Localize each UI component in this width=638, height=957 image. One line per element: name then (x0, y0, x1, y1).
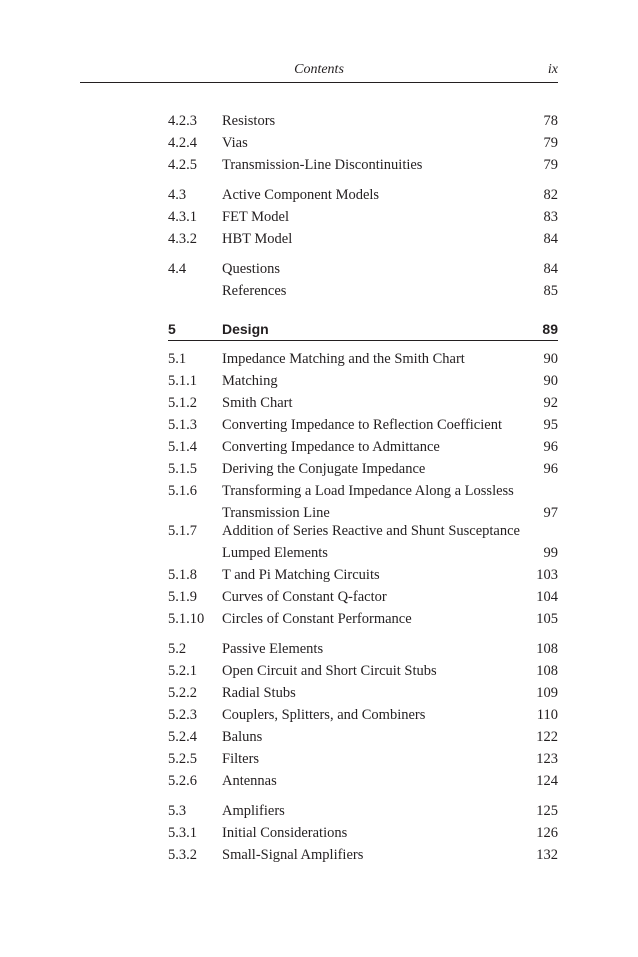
entry-page: 78 (543, 113, 558, 129)
toc-entry (168, 110, 558, 132)
entry-number: 5.2.2 (168, 685, 197, 701)
entry-number: 4.2.4 (168, 135, 197, 151)
toc-entry (168, 770, 558, 792)
entry-page: 92 (543, 395, 558, 411)
toc-entry (168, 704, 558, 726)
entry-title: T and Pi Matching Circuits (222, 567, 380, 583)
toc-entry (168, 844, 558, 866)
entry-number: 5.1.2 (168, 395, 197, 411)
entry-page: 110 (536, 707, 558, 723)
entry-title: Active Component Models (222, 187, 380, 203)
chapter-title: Design (222, 321, 269, 337)
entry-title: Curves of Constant Q-factor (222, 589, 387, 605)
toc-entry (168, 348, 558, 370)
entry-title: Addition of Series Reactive and Shunt Susceptance (222, 523, 520, 539)
entry-page: 99 (543, 545, 558, 561)
entry-page: 108 (536, 663, 558, 679)
toc-entry (168, 206, 558, 228)
toc-entry (168, 586, 558, 608)
entry-title: Resistors (222, 113, 276, 129)
entry-title: Couplers, Splitters, and Combiners (222, 707, 426, 723)
toc-entry (168, 370, 558, 392)
entry-title: Passive Elements (222, 641, 324, 657)
toc-entry (168, 520, 558, 564)
entry-page: 90 (543, 351, 558, 367)
entry-title: Circles of Constant Performance (222, 611, 412, 627)
toc-entry (168, 436, 558, 458)
toc-entry (168, 154, 558, 176)
entry-page: 90 (543, 373, 558, 389)
entry-title: Transforming a Load Impedance Along a Lossless (222, 483, 514, 499)
entry-title-continued: Transmission Line (222, 505, 330, 521)
entry-page: 85 (543, 283, 558, 299)
entry-title: Initial Considerations (222, 825, 348, 841)
toc-entry (168, 660, 558, 682)
toc-entry (168, 392, 558, 414)
entry-page: 105 (536, 611, 558, 627)
entry-number: 5.1.9 (168, 589, 197, 605)
entry-page: 79 (543, 157, 558, 173)
entry-title-block (222, 520, 520, 564)
entry-title: Baluns (222, 729, 263, 745)
entry-title: HBT Model (222, 231, 293, 247)
toc-entry (168, 414, 558, 436)
entry-page: 96 (543, 461, 558, 477)
entry-page: 95 (543, 417, 558, 433)
entry-title: Open Circuit and Short Circuit Stubs (222, 663, 437, 679)
entry-page: 125 (536, 803, 558, 819)
toc-entry (168, 184, 558, 206)
entry-number: 5.2.4 (168, 729, 197, 745)
entry-number: 5.3.2 (168, 847, 197, 863)
entry-number: 4.2.5 (168, 157, 197, 173)
entry-title: Filters (222, 751, 260, 767)
toc-entry (168, 822, 558, 844)
page-number: ix (547, 62, 558, 77)
toc-entry (168, 458, 558, 480)
entry-page: 126 (536, 825, 558, 841)
entry-title-block (222, 480, 514, 524)
entry-title: Vias (222, 135, 248, 151)
toc-entry (168, 258, 558, 280)
running-head-title: Contents (294, 62, 344, 77)
entry-page: 123 (536, 751, 558, 767)
entry-page: 132 (536, 847, 558, 863)
entry-page: 79 (543, 135, 558, 151)
entry-number: 5.3.1 (168, 825, 197, 841)
entry-number: 5.1 (168, 351, 187, 367)
entry-title: Radial Stubs (222, 685, 296, 701)
entry-number: 4.4 (168, 261, 187, 277)
entry-page: 83 (543, 209, 558, 225)
entry-number: 4.2.3 (168, 113, 197, 129)
entry-number: 5.1.5 (168, 461, 197, 477)
entry-page: 104 (536, 589, 558, 605)
entry-title: Questions (222, 261, 280, 277)
toc-entry (168, 682, 558, 704)
entry-page: 103 (536, 567, 558, 583)
toc-chapter-entry (168, 318, 558, 341)
entry-title: References (222, 283, 287, 299)
entry-number: 4.3 (168, 187, 187, 203)
entry-number: 5.1.3 (168, 417, 197, 433)
entry-number: 4.3.2 (168, 231, 197, 247)
entry-number: 5.1.7 (168, 523, 197, 539)
entry-page: 96 (543, 439, 558, 455)
entry-title: Smith Chart (222, 395, 293, 411)
entry-number: 5.2.6 (168, 773, 197, 789)
entry-title: Antennas (222, 773, 277, 789)
entry-number: 4.3.1 (168, 209, 197, 225)
entry-number: 5.1.10 (168, 611, 205, 627)
entry-number: 5.2.3 (168, 707, 197, 723)
toc-entry (168, 132, 558, 154)
entry-title: Converting Impedance to Reflection Coefficient (222, 417, 502, 433)
entry-title: Matching (222, 373, 278, 389)
toc-entry (168, 608, 558, 630)
entry-number: 5.2 (168, 641, 187, 657)
entry-number: 5.1.8 (168, 567, 197, 583)
entry-page: 84 (543, 261, 558, 277)
toc-entry (168, 564, 558, 586)
toc-entry (168, 748, 558, 770)
toc-entry (168, 726, 558, 748)
entry-title: Deriving the Conjugate Impedance (222, 461, 426, 477)
toc-entry (168, 800, 558, 822)
entry-number: 5.1.1 (168, 373, 197, 389)
entry-title-continued: Lumped Elements (222, 545, 328, 561)
running-head (80, 60, 558, 83)
entry-page: 84 (543, 231, 558, 247)
entry-title: Transmission-Line Discontinuities (222, 157, 423, 173)
toc-entry (168, 228, 558, 250)
entry-title: FET Model (222, 209, 289, 225)
entry-page: 122 (536, 729, 558, 745)
toc-entry (168, 280, 558, 302)
entry-page: 82 (543, 187, 558, 203)
entry-title: Small-Signal Amplifiers (222, 847, 364, 863)
entry-page: 108 (536, 641, 558, 657)
toc-entry (168, 638, 558, 660)
entry-number: 5.1.6 (168, 483, 197, 499)
entry-page: 109 (536, 685, 558, 701)
entry-title: Converting Impedance to Admittance (222, 439, 440, 455)
entry-title: Impedance Matching and the Smith Chart (222, 351, 465, 367)
entry-number: 5.2.1 (168, 663, 197, 679)
chapter-number: 5 (168, 321, 176, 337)
chapter-page: 89 (542, 321, 558, 337)
entry-number: 5.3 (168, 803, 187, 819)
entry-page: 97 (543, 505, 558, 521)
entry-page: 124 (536, 773, 558, 789)
toc-entry (168, 480, 558, 524)
entry-number: 5.2.5 (168, 751, 197, 767)
entry-number: 5.1.4 (168, 439, 197, 455)
entry-title: Amplifiers (222, 803, 285, 819)
